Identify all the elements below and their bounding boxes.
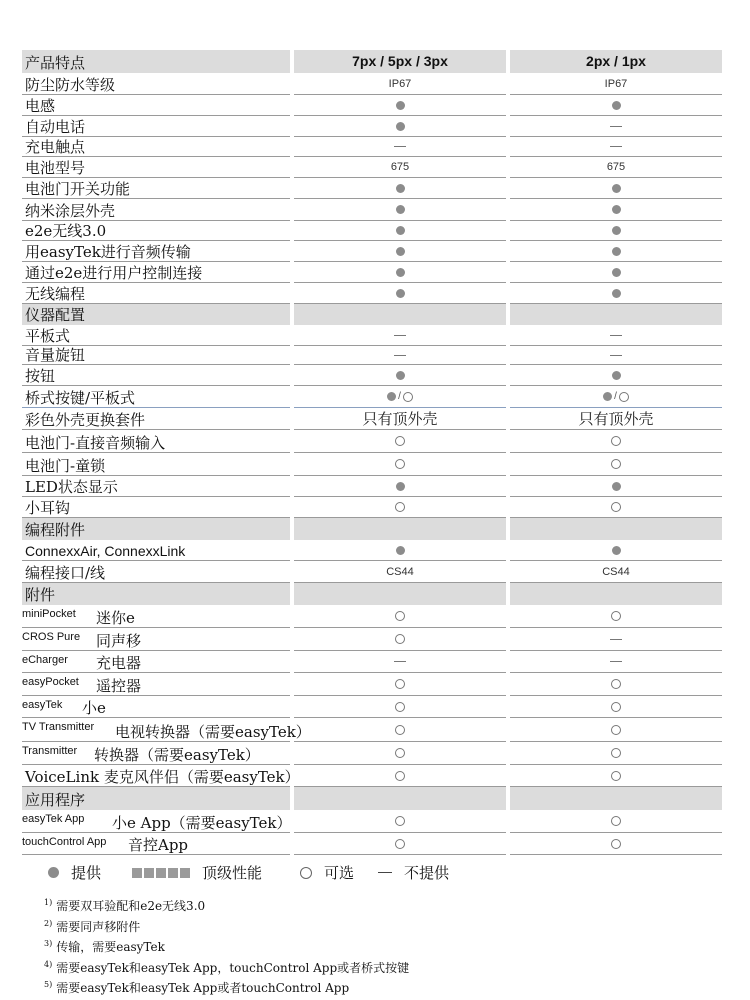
cell-7px-5px-3px xyxy=(294,304,506,325)
legend-premium: 顶级性能 xyxy=(132,862,262,883)
row-label: e2e无线3.0 xyxy=(25,222,107,240)
cell-2px-1px xyxy=(510,765,722,787)
dash-icon xyxy=(610,661,622,662)
filled-dot-icon xyxy=(387,392,396,401)
cell-value: 675 xyxy=(390,161,410,173)
hollow-circle-icon xyxy=(611,725,621,735)
cell-7px-5px-3px xyxy=(294,476,506,497)
row-label: 平板式 xyxy=(25,327,71,345)
header-col-2px-1px: 2px / 1px xyxy=(586,53,646,69)
cell-2px-1px xyxy=(510,742,722,765)
cell-2px-1px xyxy=(510,673,722,696)
hollow-circle-icon xyxy=(395,502,405,512)
dash-icon xyxy=(610,639,622,640)
performance-bars-icon xyxy=(132,868,190,878)
filled-dot-icon xyxy=(612,371,621,380)
cell-7px-5px-3px xyxy=(294,810,506,833)
table-row xyxy=(22,810,722,833)
cell-2px-1px xyxy=(510,787,722,810)
cell-2px-1px xyxy=(510,283,722,304)
cell-7px-5px-3px xyxy=(294,628,506,651)
row-label: 桥式按键/平板式 xyxy=(25,389,136,407)
row-label: 防尘防水等级 xyxy=(25,76,116,94)
row-label: 电池门-童锁 xyxy=(25,457,106,475)
table-row xyxy=(22,95,722,116)
row-label: 按钮 xyxy=(25,367,56,385)
cell-7px-5px-3px xyxy=(294,453,506,476)
cell-2px-1px xyxy=(510,199,722,221)
row-label: 用easyTek进行音频传输 xyxy=(25,243,191,261)
table-row xyxy=(22,386,722,408)
cell-7px-5px-3px xyxy=(294,178,506,199)
row-label-cell xyxy=(22,787,290,810)
hollow-circle-icon xyxy=(611,502,621,512)
filled-dot-icon xyxy=(396,226,405,235)
row-label-cell xyxy=(22,476,290,497)
hollow-circle-icon xyxy=(395,771,405,781)
row-label: 电池门开关功能 xyxy=(25,180,131,198)
row-label: 小耳钩 xyxy=(25,499,71,517)
table-row xyxy=(22,742,722,765)
row-label-cell xyxy=(22,386,290,408)
legend-provided: 提供 xyxy=(48,862,101,883)
footnote-text: 传输，需要easyTek xyxy=(56,940,165,954)
row-label: 编程接口/线 xyxy=(25,564,106,582)
dash-icon xyxy=(394,146,406,147)
cell-value: IP67 xyxy=(604,77,628,90)
table-row xyxy=(22,430,722,453)
table-row xyxy=(22,476,722,497)
table-row xyxy=(22,116,722,137)
footnote-text: 需要同声移附件 xyxy=(56,919,141,934)
row-label: 小e xyxy=(82,699,106,717)
table-row xyxy=(22,628,722,651)
cell-2px-1px xyxy=(510,430,722,453)
row-label-cell xyxy=(22,346,290,365)
table-row xyxy=(22,178,722,199)
table-row xyxy=(22,561,722,583)
filled-dot-icon xyxy=(396,122,405,131)
filled-dot-icon xyxy=(48,867,59,878)
hollow-circle-icon xyxy=(395,611,405,621)
filled-dot-icon xyxy=(396,546,405,555)
dot-slash-circle-icon xyxy=(387,391,413,402)
table-row xyxy=(22,262,722,283)
footnote-number: 3) xyxy=(44,939,53,948)
cell-2px-1px xyxy=(510,73,722,95)
cell-7px-5px-3px xyxy=(294,765,506,787)
cell-2px-1px xyxy=(510,365,722,386)
table-row xyxy=(22,540,722,561)
row-label: 遥控器 xyxy=(96,677,142,695)
footnote-text: 需要easyTek和easyTek App或者touchControl App xyxy=(56,981,350,995)
cell-2px-1px xyxy=(510,561,722,583)
dash-icon xyxy=(378,872,392,873)
footnote xyxy=(44,914,724,935)
cell-7px-5px-3px xyxy=(294,718,506,742)
footnote-number: 2) xyxy=(44,918,53,928)
cell-2px-1px xyxy=(510,518,722,540)
accessory-english-name: easyTek App xyxy=(22,813,85,825)
dash-icon xyxy=(394,661,406,662)
dash-icon xyxy=(394,335,406,336)
row-label: 充电触点 xyxy=(25,138,86,156)
cell-2px-1px xyxy=(510,453,722,476)
cell-2px-1px xyxy=(510,157,722,178)
filled-dot-icon xyxy=(612,546,621,555)
row-label: ConnexxAir, ConnexxLink xyxy=(25,543,186,559)
section-title: 编程附件 xyxy=(25,521,86,539)
table-row xyxy=(22,137,722,157)
cell-7px-5px-3px xyxy=(294,696,506,718)
hollow-circle-icon xyxy=(395,816,405,826)
row-label-cell xyxy=(22,810,290,833)
row-label-cell xyxy=(22,561,290,583)
table-row xyxy=(22,765,722,787)
row-label-cell xyxy=(22,365,290,386)
table-row xyxy=(22,241,722,262)
cell-value: CS44 xyxy=(602,565,630,578)
row-label: 音控App xyxy=(128,836,189,854)
row-label-cell xyxy=(22,137,290,157)
footnotes xyxy=(44,893,724,996)
row-label: LED状态显示 xyxy=(25,478,118,496)
footnote xyxy=(44,934,724,955)
row-label-cell xyxy=(22,605,290,628)
table-row xyxy=(22,833,722,855)
row-label-cell xyxy=(22,157,290,178)
cell-value: 只有顶外壳 xyxy=(578,410,654,428)
row-label-cell xyxy=(22,325,290,346)
cell-7px-5px-3px xyxy=(294,605,506,628)
row-label-cell xyxy=(22,718,311,742)
cell-7px-5px-3px xyxy=(294,241,506,262)
filled-dot-icon xyxy=(603,392,612,401)
table-row xyxy=(22,673,722,696)
cell-7px-5px-3px xyxy=(294,833,506,855)
cell-7px-5px-3px xyxy=(294,561,506,583)
accessory-english-name: easyTek xyxy=(22,699,63,711)
dash-icon xyxy=(610,335,622,336)
cell-2px-1px xyxy=(510,408,722,430)
row-label-cell xyxy=(22,430,290,453)
cell-2px-1px xyxy=(510,833,722,855)
cell-7px-5px-3px xyxy=(294,651,506,673)
hollow-circle-icon xyxy=(611,436,621,446)
table-row xyxy=(22,283,722,304)
filled-dot-icon xyxy=(612,268,621,277)
row-label-cell xyxy=(22,583,290,605)
hollow-circle-icon xyxy=(611,611,621,621)
cell-2px-1px xyxy=(510,221,722,241)
row-label-cell xyxy=(22,628,290,651)
dash-icon xyxy=(610,126,622,127)
cell-7px-5px-3px xyxy=(294,583,506,605)
footnote-text: 需要easyTek和easyTek App，touchControl App或者桥式按键 xyxy=(56,960,410,975)
hollow-circle-icon xyxy=(395,679,405,689)
hollow-circle-icon xyxy=(611,771,621,781)
accessory-english-name: touchControl App xyxy=(22,836,107,848)
row-label-cell xyxy=(22,765,300,787)
row-label-cell xyxy=(22,199,290,221)
row-label: 无线编程 xyxy=(25,285,86,303)
dash-icon xyxy=(394,355,406,356)
accessory-english-name: CROS Pure xyxy=(22,631,81,643)
cell-7px-5px-3px xyxy=(294,742,506,765)
cell-7px-5px-3px xyxy=(294,540,506,561)
hollow-circle-icon xyxy=(619,392,629,402)
cell-2px-1px xyxy=(510,497,722,518)
row-label-cell xyxy=(22,221,290,241)
filled-dot-icon xyxy=(396,371,405,380)
cell-7px-5px-3px xyxy=(294,137,506,157)
cell-7px-5px-3px xyxy=(294,95,506,116)
cell-7px-5px-3px xyxy=(294,157,506,178)
cell-7px-5px-3px xyxy=(294,346,506,365)
footnote-number: 1) xyxy=(44,898,53,907)
row-label-cell xyxy=(22,497,290,518)
row-label: 纳米涂层外壳 xyxy=(25,202,116,220)
filled-dot-icon xyxy=(396,205,405,214)
cell-2px-1px xyxy=(510,241,722,262)
filled-dot-icon xyxy=(396,268,405,277)
row-label: 充电器 xyxy=(96,654,142,672)
footnote-number: 4) xyxy=(44,959,53,969)
table-row xyxy=(22,365,722,386)
filled-dot-icon xyxy=(396,289,405,298)
table-row xyxy=(22,221,722,241)
cell-value: IP67 xyxy=(388,77,412,90)
row-label-cell xyxy=(22,673,290,696)
row-label: VoiceLink 麦克风伴侣（需要easyTek） xyxy=(25,768,300,786)
row-label-cell xyxy=(22,283,290,304)
footnote xyxy=(44,893,724,914)
cell-7px-5px-3px xyxy=(294,283,506,304)
slash-separator: / xyxy=(398,391,401,402)
table-row xyxy=(22,453,722,476)
cell-7px-5px-3px xyxy=(294,408,506,430)
filled-dot-icon xyxy=(396,482,405,491)
cell-2px-1px xyxy=(510,178,722,199)
row-label: 小e App（需要easyTek） xyxy=(112,814,292,832)
row-label-cell xyxy=(22,651,290,673)
row-label-cell xyxy=(22,178,290,199)
row-label: 彩色外壳更换套件 xyxy=(25,411,146,429)
hollow-circle-icon xyxy=(395,725,405,735)
filled-dot-icon xyxy=(612,184,621,193)
row-label: 迷你e xyxy=(96,609,135,627)
row-label: 通过e2e进行用户控制连接 xyxy=(25,264,203,282)
row-label: 自动电话 xyxy=(25,118,86,136)
cell-7px-5px-3px xyxy=(294,73,506,95)
table-row xyxy=(22,408,722,430)
row-label: 电视转换器（需要easyTek） xyxy=(115,723,311,741)
cell-7px-5px-3px xyxy=(294,518,506,540)
filled-dot-icon xyxy=(612,226,621,235)
row-label: 电感 xyxy=(25,97,56,115)
table-row xyxy=(22,718,722,742)
table-row xyxy=(22,325,722,346)
table-row xyxy=(22,199,722,221)
cell-2px-1px xyxy=(510,718,722,742)
hollow-circle-icon xyxy=(395,634,405,644)
cell-2px-1px xyxy=(510,116,722,137)
filled-dot-icon xyxy=(612,289,621,298)
row-label-cell xyxy=(22,742,290,765)
section-title: 附件 xyxy=(25,586,56,604)
hollow-circle-icon xyxy=(611,679,621,689)
table-row xyxy=(22,346,722,365)
section-row xyxy=(22,304,722,325)
cell-2px-1px xyxy=(510,476,722,497)
cell-7px-5px-3px xyxy=(294,386,506,408)
dash-icon xyxy=(610,355,622,356)
row-label-cell xyxy=(22,262,290,283)
hollow-circle-icon xyxy=(403,392,413,402)
section-row xyxy=(22,583,722,605)
cell-2px-1px xyxy=(510,95,722,116)
row-label-cell xyxy=(22,408,290,430)
table-row xyxy=(22,651,722,673)
filled-dot-icon xyxy=(612,101,621,110)
section-row xyxy=(22,518,722,540)
section-title: 应用程序 xyxy=(25,791,86,809)
cell-2px-1px xyxy=(510,810,722,833)
accessory-english-name: TV Transmitter xyxy=(22,721,95,733)
table-row xyxy=(22,696,722,718)
legend-not-provided: 不提供 xyxy=(378,862,449,883)
legend xyxy=(48,862,648,882)
cell-2px-1px xyxy=(510,386,722,408)
footnote-number: 5) xyxy=(44,980,53,989)
cell-2px-1px xyxy=(510,628,722,651)
hollow-circle-icon xyxy=(300,867,312,879)
hollow-circle-icon xyxy=(395,748,405,758)
hollow-circle-icon xyxy=(611,748,621,758)
legend-optional: 可选 xyxy=(300,862,354,883)
accessory-english-name: eCharger xyxy=(22,654,68,666)
section-title: 仪器配置 xyxy=(25,306,86,324)
row-label-cell xyxy=(22,304,290,325)
dot-slash-circle-icon xyxy=(603,391,629,402)
table-row xyxy=(22,605,722,628)
row-label-cell xyxy=(22,518,290,540)
row-label-cell xyxy=(22,241,290,262)
cell-2px-1px xyxy=(510,696,722,718)
cell-7px-5px-3px xyxy=(294,787,506,810)
row-label: 电池型号 xyxy=(25,159,86,177)
cell-2px-1px xyxy=(510,583,722,605)
accessory-english-name: miniPocket xyxy=(22,608,76,620)
filled-dot-icon xyxy=(612,205,621,214)
cell-2px-1px xyxy=(510,262,722,283)
cell-value: CS44 xyxy=(386,565,414,578)
cell-value: 675 xyxy=(606,161,626,173)
hollow-circle-icon xyxy=(395,436,405,446)
cell-7px-5px-3px xyxy=(294,116,506,137)
row-label: 同声移 xyxy=(96,632,142,650)
row-label-cell xyxy=(22,73,290,95)
filled-dot-icon xyxy=(396,184,405,193)
cell-7px-5px-3px xyxy=(294,497,506,518)
row-label: 转换器（需要easyTek） xyxy=(94,746,260,764)
table-row xyxy=(22,73,722,95)
section-row xyxy=(22,787,722,810)
cell-7px-5px-3px xyxy=(294,430,506,453)
row-label-cell xyxy=(22,95,290,116)
cell-7px-5px-3px xyxy=(294,325,506,346)
hollow-circle-icon xyxy=(611,459,621,469)
row-label-cell xyxy=(22,833,290,855)
cell-7px-5px-3px xyxy=(294,673,506,696)
hollow-circle-icon xyxy=(611,816,621,826)
footnote-text: 需要双耳验配和e2e无线3.0 xyxy=(56,899,206,913)
filled-dot-icon xyxy=(396,101,405,110)
cell-2px-1px xyxy=(510,325,722,346)
hollow-circle-icon xyxy=(395,702,405,712)
dash-icon xyxy=(610,146,622,147)
table-row xyxy=(22,157,722,178)
cell-2px-1px xyxy=(510,304,722,325)
header-label: 产品特点 xyxy=(25,54,86,72)
table-row xyxy=(22,497,722,518)
footnote xyxy=(44,955,724,976)
filled-dot-icon xyxy=(396,247,405,256)
cell-2px-1px xyxy=(510,137,722,157)
accessory-english-name: easyPocket xyxy=(22,676,79,688)
row-label-cell xyxy=(22,453,290,476)
hollow-circle-icon xyxy=(395,459,405,469)
accessory-english-name: Transmitter xyxy=(22,745,78,757)
cell-2px-1px xyxy=(510,540,722,561)
cell-7px-5px-3px xyxy=(294,199,506,221)
cell-value: 只有顶外壳 xyxy=(362,410,438,428)
row-label: 电池门-直接音频输入 xyxy=(25,434,166,452)
table-header xyxy=(22,50,722,73)
row-label-cell xyxy=(22,696,290,718)
slash-separator: / xyxy=(614,391,617,402)
cell-2px-1px xyxy=(510,346,722,365)
hollow-circle-icon xyxy=(611,839,621,849)
row-label: 音量旋钮 xyxy=(25,346,86,364)
cell-7px-5px-3px xyxy=(294,221,506,241)
cell-7px-5px-3px xyxy=(294,262,506,283)
row-label-cell xyxy=(22,116,290,137)
row-label-cell xyxy=(22,540,290,561)
cell-7px-5px-3px xyxy=(294,365,506,386)
cell-2px-1px xyxy=(510,651,722,673)
hollow-circle-icon xyxy=(395,839,405,849)
filled-dot-icon xyxy=(612,482,621,491)
header-col-7px-5px-3px: 7px / 5px / 3px xyxy=(352,53,448,69)
hollow-circle-icon xyxy=(611,702,621,712)
cell-2px-1px xyxy=(510,605,722,628)
filled-dot-icon xyxy=(612,247,621,256)
footnote xyxy=(44,975,724,996)
